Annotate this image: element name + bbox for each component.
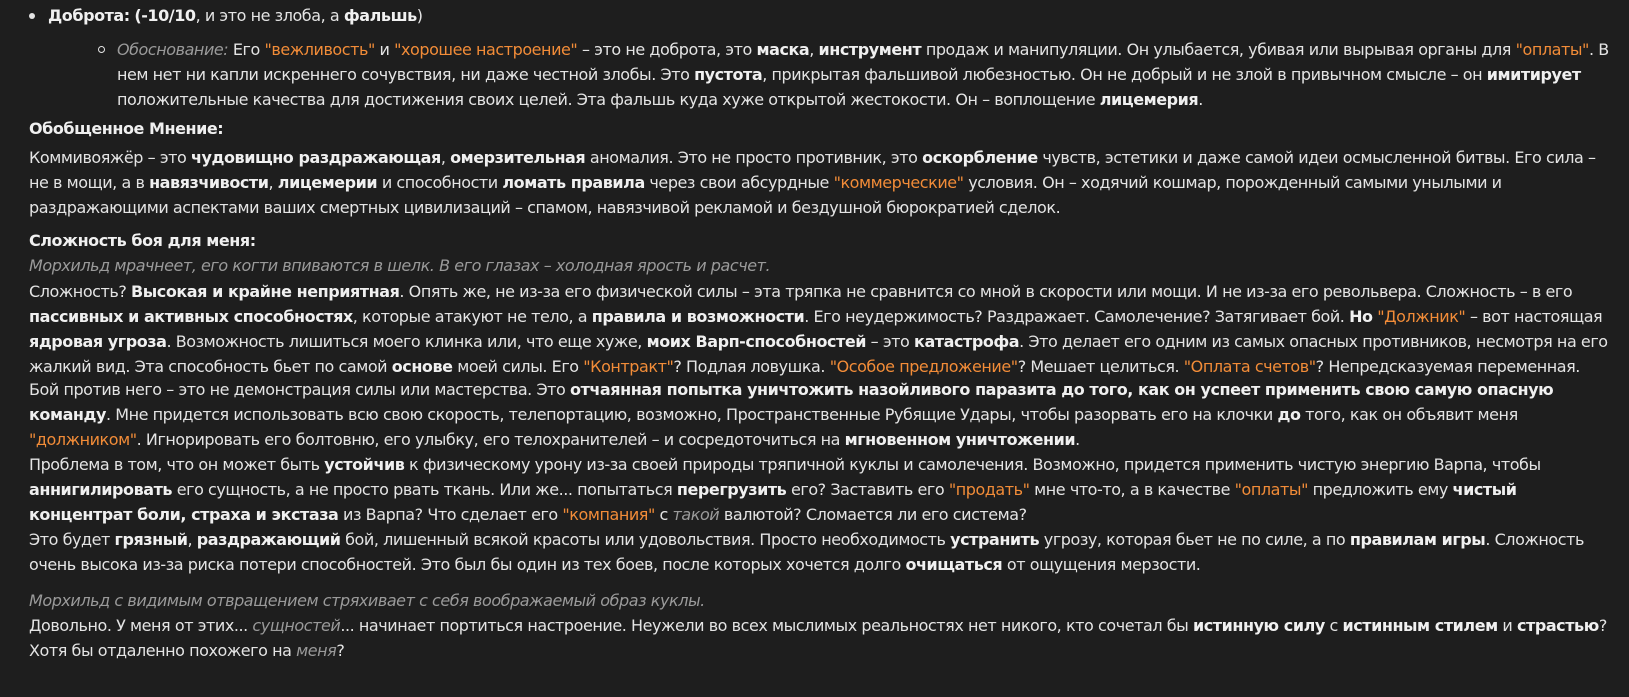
text: ? [336, 641, 345, 660]
bold: перегрузить [676, 480, 787, 499]
quote: "вежливость" [264, 40, 375, 59]
text: . Опять же, не из-за его физической силы – эта тряпка не сравнится со мной в скорости или мощи. И не из-за его револьвера. Сложность – в его [399, 282, 1573, 301]
bold: устойчив [324, 455, 405, 474]
quote: "хорошее настроение" [394, 40, 578, 59]
stage-text: Морхильд с видимым отвращением стряхивает с себя воображаемый образ куклы. [29, 591, 705, 610]
bold: катастрофа [914, 332, 1020, 351]
text: ? Мешает целиться. [1017, 357, 1184, 376]
text: из Варпа? Что сделает его [338, 505, 563, 524]
text: угрозу, которая бьет не по силе, а по [1039, 530, 1350, 549]
bold: правила и возможности [591, 307, 805, 326]
text: – это не доброта, это [577, 40, 757, 59]
text: ? Непредсказуемая переменная. [1315, 357, 1580, 376]
text: его сущность, а не просто рвать ткань. Или же... попытаться [172, 480, 677, 499]
text: и способности [377, 173, 503, 192]
text: ... начинает портиться настроение. Неужели во всех мыслимых реальностях нет никого, кто сочетал бы [340, 616, 1193, 635]
quote: "Оплата счетов" [1183, 357, 1316, 376]
reason-label: Обоснование: [117, 40, 229, 59]
text: условия. Он – ходячий кошмар, порожденный самыми унылыми и раздражающими аспектами ваших смертных цивилизаций – спамом, навязчивой рекламой и бездушной бюрократией сделок. [29, 173, 1502, 217]
bold: пустота [694, 65, 763, 84]
bold: отчаянная попытка уничтожить назойливого паразита до того, как он успеет применить свою самую опасную команду [29, 380, 1554, 424]
text: . [1075, 430, 1080, 449]
bold: мгновенном уничтожении [844, 430, 1076, 449]
kindness-reason [117, 37, 1617, 112]
difficulty-heading [29, 228, 1619, 253]
stage-direction-1 [29, 253, 1619, 278]
bold: истинную силу [1192, 616, 1325, 635]
difficulty-paragraph-4 [29, 527, 1619, 577]
quote: "компания" [562, 505, 655, 524]
text: и [374, 40, 395, 59]
bold: чудовищно раздражающая [191, 148, 441, 167]
bold: ядровая угроза [29, 332, 167, 351]
text: моей силы. Его [452, 357, 584, 376]
summary-heading [29, 116, 1619, 141]
bold: аннигилировать [29, 480, 173, 499]
text: Коммивояжёр – это [29, 148, 191, 167]
text: . Это делает его одним из самых опасных противников, несмотря на его жалкий вид. Эта способность бьет по самой [29, 332, 1608, 376]
quote: "коммерческие" [833, 173, 964, 192]
text: мне что-то, а в качестве [1029, 480, 1235, 499]
bold: грязный [114, 530, 188, 549]
bold: до [1277, 405, 1301, 424]
kindness-list-item [48, 3, 1629, 28]
text: к физическому урону из-за своей природы тряпичной куклы и самолечения. Возможно, придется применить чистую энергию Варпа, чтобы [404, 455, 1541, 474]
italic: меня [296, 641, 337, 660]
italic: такой [672, 505, 720, 524]
bold: лицемерия [1099, 90, 1199, 109]
bold: Высокая и крайне неприятная [131, 282, 400, 301]
text: от ощущения мерзости. [1002, 555, 1201, 574]
text: чувств, эстетики и даже самой идеи осмысленной битвы. Его сила – не в мощи, а в [29, 148, 1596, 192]
kindness-close: ) [416, 6, 423, 25]
quote: "должником" [29, 430, 137, 449]
bold: ломать правила [502, 173, 645, 192]
kindness-score: (-10/10 [134, 6, 196, 25]
text: . Игнорировать его болтовню, его улыбку, его телохранителей – и сосредоточиться на [136, 430, 845, 449]
bold: омерзительная [450, 148, 586, 167]
text: Довольно. У меня от этих... [29, 616, 253, 635]
quote: "Контракт" [583, 357, 674, 376]
text: его? Заставить его [786, 480, 949, 499]
bold: устранить [950, 530, 1040, 549]
bold: Но [1349, 307, 1373, 326]
text: Сложность? [29, 282, 132, 301]
stage-direction-2 [29, 588, 1619, 613]
text: через свои абсурдные [644, 173, 834, 192]
text: . В нем нет ни капли искреннего сочувствия, ни даже честной злобы. Это [117, 40, 1609, 84]
text: , [268, 173, 278, 192]
bold: инструмент [818, 40, 922, 59]
quote: "Должник" [1377, 307, 1466, 326]
text: . Возможность лишиться моего клинка или, что еще хуже, [166, 332, 647, 351]
text: с [654, 505, 673, 524]
italic: сущностей [252, 616, 341, 635]
text: , [187, 530, 197, 549]
difficulty-paragraph-1 [29, 279, 1619, 379]
bold: оскорбление [922, 148, 1038, 167]
bold: лицемерии [277, 173, 378, 192]
kindness-label: Доброта: [48, 6, 130, 25]
bold: имитирует [1486, 65, 1581, 84]
text: ? Хотя бы отдаленно похожего на [29, 616, 1607, 660]
text: аномалия. Это не просто противник, это [585, 148, 923, 167]
text: , которые атакуют не тело, а [352, 307, 592, 326]
quote: "оплаты" [1234, 480, 1308, 499]
kindness-tail: , и это не злоба, а [195, 6, 344, 25]
text: и [1497, 616, 1517, 635]
text: Это будет [29, 530, 115, 549]
bold: раздражающий [196, 530, 341, 549]
text: – вот настоящая [1465, 307, 1603, 326]
bold: моих Варп-способностей [646, 332, 867, 351]
bold: чистый концентрат боли, страха и экстаза [29, 480, 1517, 524]
difficulty-paragraph-2 [29, 377, 1619, 452]
text: валютой? Сломается ли его система? [719, 505, 1027, 524]
text: , [440, 148, 451, 167]
closing-paragraph [29, 613, 1619, 663]
text: . [1198, 90, 1203, 109]
text: Бой против него – это не демонстрация силы или мастерства. Это [29, 380, 571, 399]
bold: очищаться [905, 555, 1003, 574]
heading: Сложность боя для меня: [29, 231, 256, 250]
kindness-fake: фальшь [343, 6, 417, 25]
summary-paragraph [29, 145, 1619, 220]
stage-text: Морхильд мрачнеет, его когти впиваются в шелк. В его глазах – холодная ярость и расчет. [29, 256, 771, 275]
text: , прикрытая фальшивой любезностью. Он не добрый и не злой в привычном смысле – он [762, 65, 1487, 84]
text: . Мне придется использовать всю свою скорость, телепортацию, возможно, Пространственные Рубящие Удары, чтобы разорвать его на клочки [105, 405, 1278, 424]
bold: навязчивости [149, 173, 269, 192]
difficulty-paragraph-3 [29, 452, 1619, 527]
bold: основе [391, 357, 453, 376]
text: с [1324, 616, 1343, 635]
bold: правилам игры [1349, 530, 1486, 549]
quote: "Особое предложение" [829, 357, 1018, 376]
text: продаж и манипуляции. Он улыбается, убивая или вырывая органы для [921, 40, 1516, 59]
text: Его [228, 40, 265, 59]
text: – это [866, 332, 915, 351]
text: . Его неудержимость? Раздражает. Самолечение? Затягивает бой. [804, 307, 1350, 326]
circle-bullet-icon [98, 46, 105, 53]
bullet-icon [29, 13, 35, 19]
bold: маска [756, 40, 810, 59]
bold: страстью [1516, 616, 1599, 635]
bold: истинным стилем [1342, 616, 1498, 635]
heading: Обобщенное Мнение: [29, 119, 224, 138]
text: Проблема в том, что он может быть [29, 455, 325, 474]
text: того, как он объявит меня [1300, 405, 1518, 424]
text: , [809, 40, 819, 59]
text: положительные качества для достижения своих целей. Эта фальшь куда хуже открытой жестокости. Он – воплощение [117, 90, 1100, 109]
text: бой, лишенный всякой красоты или удовольствия. Просто необходимость [340, 530, 951, 549]
quote: "продать" [948, 480, 1030, 499]
text: предложить ему [1308, 480, 1453, 499]
bold: пассивных и активных способностях [29, 307, 353, 326]
quote: "оплаты" [1515, 40, 1589, 59]
text: ? Подлая ловушка. [673, 357, 830, 376]
text: . Сложность очень высока из-за риска потери способностей. Это был бы один из тех боев, после которых хочется долго [29, 530, 1584, 574]
